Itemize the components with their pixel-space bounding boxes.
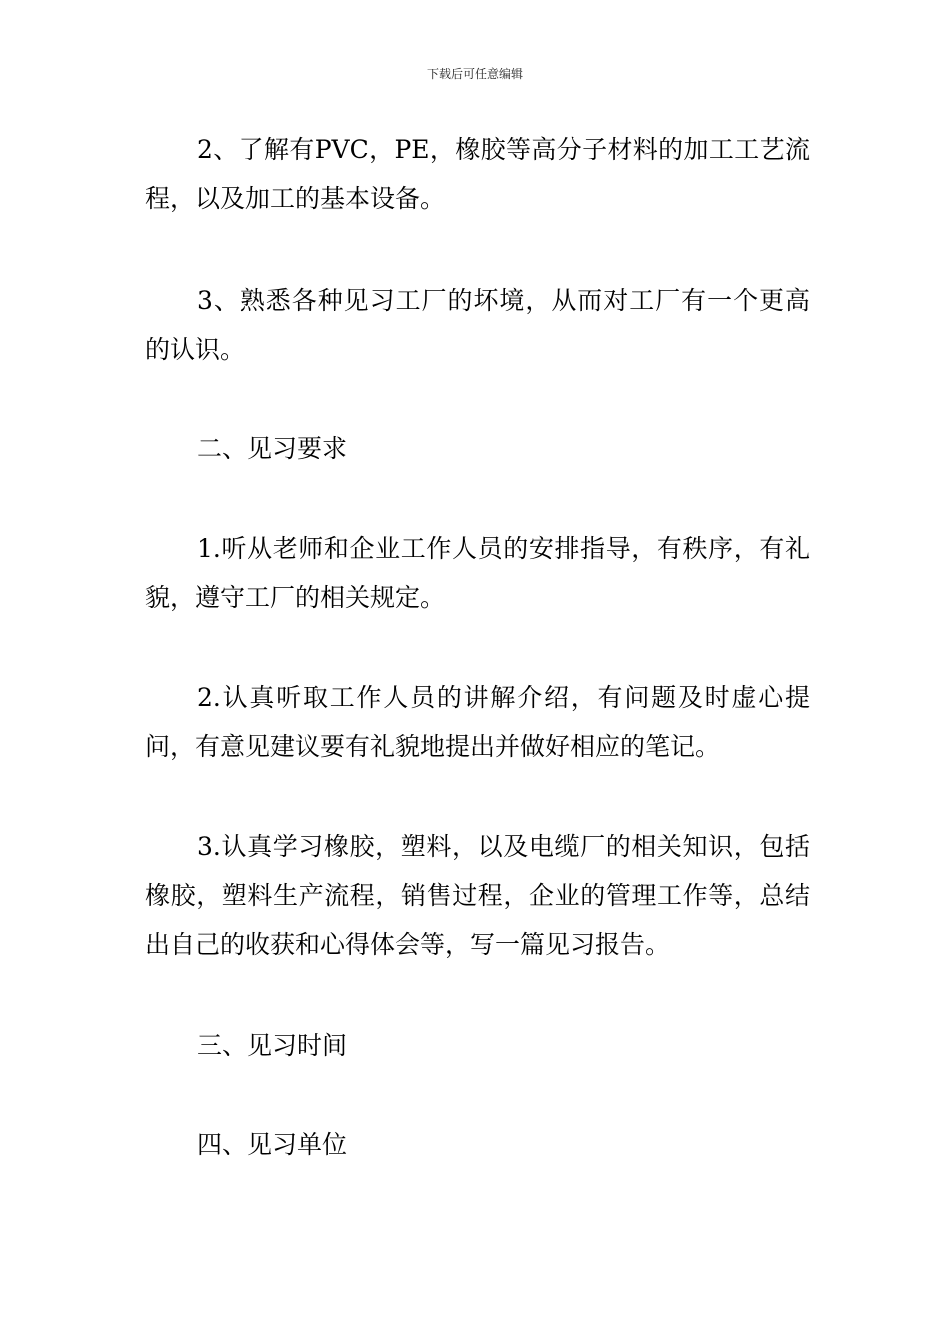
paragraph-requirement-1: 1.听从老师和企业工作人员的安排指导，有秩序，有礼貌，遵守工厂的相关规定。 bbox=[145, 534, 810, 612]
paragraph-objective-2: 2、了解有PVC，PE，橡胶等高分子材料的加工工艺流程，以及加工的基本设备。 bbox=[145, 135, 810, 213]
section-heading-unit: 四、见习单位 bbox=[197, 1130, 348, 1159]
paragraph-objective-3: 3、熟悉各种见习工厂的坏境，从而对工厂有一个更高的认识。 bbox=[145, 286, 810, 364]
section-heading-time: 三、见习时间 bbox=[197, 1031, 348, 1060]
section-heading-requirements: 二、见习要求 bbox=[197, 434, 348, 463]
paragraph-requirement-3: 3.认真学习橡胶，塑料，以及电缆厂的相关知识，包括橡胶，塑料生产流程，销售过程，企业的管理工作等，总结出自己的收获和心得体会等，写一篇见习报告。 bbox=[145, 832, 810, 959]
paragraph-requirement-2: 2.认真听取工作人员的讲解介绍，有问题及时虚心提问，有意见建议要有礼貌地提出并做好相应的笔记。 bbox=[145, 683, 810, 761]
page-header: 下载后可任意编辑 bbox=[426, 67, 523, 81]
